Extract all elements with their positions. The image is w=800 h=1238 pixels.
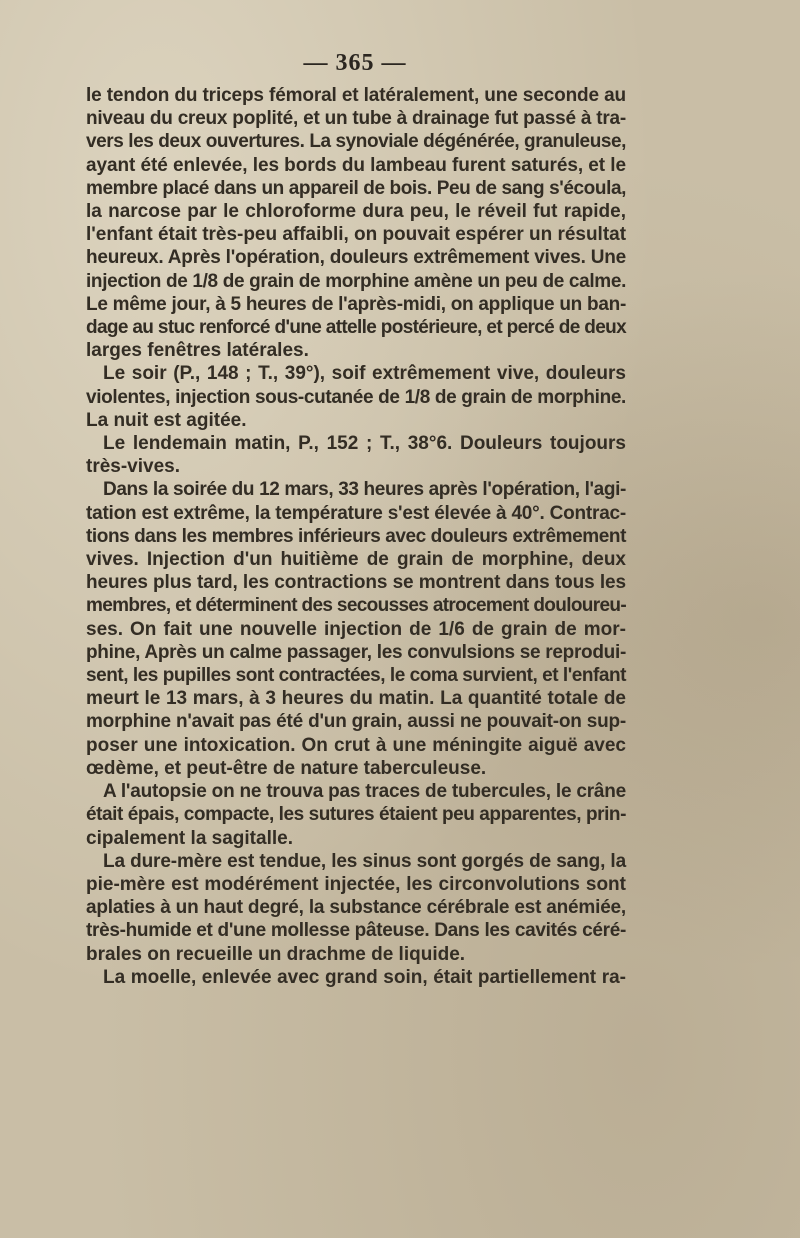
text-line: brales on recueille un drachme de liquide. xyxy=(86,943,466,965)
text-line: phine, Après un calme passager, les convulsions se reprodui- xyxy=(86,641,626,663)
text-line: Le même jour, à 5 heures de l'après-midi, on applique un ban- xyxy=(86,293,626,315)
page-number: — 365 — xyxy=(303,50,407,76)
text-line: sent, les pupilles sont contractées, le coma survient, et l'enfant xyxy=(86,665,626,687)
text-line: La nuit est agitée. xyxy=(86,409,247,431)
text-line: très-humide et d'une mollesse pâteuse. Dans les cavités céré- xyxy=(86,920,627,942)
text-line: membre placé dans un appareil de bois. Peu de sang s'écoula, xyxy=(86,177,626,199)
text-line: vers les deux ouvertures. La synoviale dégénérée, granuleuse, xyxy=(86,131,626,153)
text-line: œdème, et peut-être de nature taberculeuse. xyxy=(86,757,487,779)
text-line: dage au stuc renforcé d'une attelle postérieure, et percé de deux xyxy=(86,317,626,339)
text-line: niveau du creux poplité, et un tube à drainage fut passé à tra- xyxy=(86,108,626,130)
text-line: tation est extrême, la température s'est élevée à 40°. Contrac- xyxy=(86,502,626,524)
text-line: aplaties à un haut degré, la substance cérébrale est anémiée, xyxy=(86,897,626,919)
text-line: très-vives. xyxy=(86,456,181,478)
text-line: cipalement la sagitalle. xyxy=(86,827,293,849)
text-line: ses. On fait une nouvelle injection de 1/6 de grain de mor- xyxy=(86,618,626,640)
text-line: était épais, compacte, les sutures étaient peu apparentes, prin- xyxy=(86,804,626,826)
text-line: ayant été enlevée, les bords du lambeau furent saturés, et le xyxy=(86,154,626,176)
text-line: meurt le 13 mars, à 3 heures du matin. La quantité totale de xyxy=(86,688,626,710)
text-line: morphine n'avait pas été d'un grain, aussi ne pouvait-on sup- xyxy=(86,711,626,733)
text-line: Le lendemain matin, P., 152 ; T., 38°6. Douleurs toujours xyxy=(103,433,626,455)
text-line: le tendon du triceps fémoral et latéralement, une seconde au xyxy=(86,85,626,106)
text-line: vives. Injection d'un huitième de grain de morphine, deux xyxy=(86,549,626,571)
text-line: injection de 1/8 de grain de morphine amène un peu de calme. xyxy=(86,270,626,292)
text-line: la narcose par le chloroforme dura peu, le réveil fut rapide, xyxy=(86,201,626,223)
text-line: tions dans les membres inférieurs avec douleurs extrêmement xyxy=(86,525,626,547)
text-line: heureux. Après l'opération, douleurs extrêmement vives. Une xyxy=(86,247,627,269)
text-line: La dure-mère est tendue, les sinus sont gorgés de sang, la xyxy=(103,850,627,872)
text-line: membres, et déterminent des secousses atrocement douloureu- xyxy=(86,595,626,617)
text-line: heures plus tard, les contractions se montrent dans tous les xyxy=(86,572,627,594)
text-line: La moelle, enlevée avec grand soin, était partiellement ra- xyxy=(103,966,626,988)
text-line: A l'autopsie on ne trouva pas traces de tubercules, le crâne xyxy=(103,781,626,803)
text-line: Dans la soirée du 12 mars, 33 heures après l'opération, l'agi- xyxy=(103,479,626,501)
text-line: violentes, injection sous-cutanée de 1/8 de grain de morphine. xyxy=(86,386,626,408)
text-line: l'enfant était très-peu affaibli, on pouvait espérer un résultat xyxy=(86,224,627,246)
text-line: pie-mère est modérément injectée, les circonvolutions sont xyxy=(86,873,626,895)
body-text xyxy=(86,84,626,989)
text-line: larges fenêtres latérales. xyxy=(86,340,309,362)
text-line: poser une intoxication. On crut à une méningite aiguë avec xyxy=(86,734,626,756)
text-line: Le soir (P., 148 ; T., 39°), soif extrêmement vive, douleurs xyxy=(103,363,626,385)
